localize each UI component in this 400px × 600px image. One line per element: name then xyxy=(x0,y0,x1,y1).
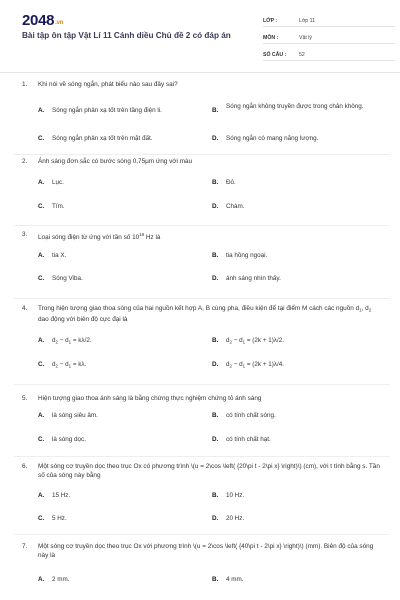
formula-part: = (2k + 1)λ/4. xyxy=(245,361,284,368)
meta-row-count xyxy=(263,47,395,61)
question-text: Một sóng cơ truyền dọc theo trục Ox có phương trình \(u = 2\cos \left( {20\pi t - 2\pi x} \right)\) (cm), với t tính bằng s. Tần số của sóng này bằng xyxy=(38,463,380,479)
formula-subscript: 1 xyxy=(242,363,246,369)
option-letter: C. xyxy=(38,361,45,368)
option-a[interactable] xyxy=(38,492,203,501)
formula-subscript: 1 xyxy=(68,363,72,369)
question-stem xyxy=(22,230,382,242)
question-number: 3. xyxy=(22,231,28,238)
option-text: Sóng ngắn không truyền được trong chân không. xyxy=(226,103,364,110)
option-d[interactable] xyxy=(212,436,377,445)
option-letter: D. xyxy=(212,275,219,282)
formula-part: − d xyxy=(57,361,69,368)
question-divider xyxy=(14,456,390,457)
option-text: 4 mm. xyxy=(226,576,244,583)
option-c[interactable] xyxy=(38,135,203,144)
option-letter: B. xyxy=(212,252,219,259)
option-text: là sóng dọc. xyxy=(52,436,86,443)
option-a[interactable] xyxy=(38,337,203,347)
question-text-superscript: 18 xyxy=(139,232,145,237)
option-letter: C. xyxy=(38,135,45,142)
option-letter: C. xyxy=(38,275,45,282)
formula-part: = (2k + 1)λ/2. xyxy=(245,337,284,344)
option-text: có tính chất hạt. xyxy=(226,436,271,443)
option-letter: D. xyxy=(212,203,219,210)
question-5 xyxy=(22,394,382,462)
option-text: là sóng siêu âm. xyxy=(52,412,98,419)
option-text: tia hồng ngoại. xyxy=(226,252,268,259)
option-text: Sóng ngắn phản xạ tốt trên mặt đất. xyxy=(52,135,153,142)
option-letter: C. xyxy=(38,203,45,210)
formula-subscript: 1 xyxy=(68,339,72,345)
option-d[interactable] xyxy=(212,361,377,371)
meta-value: Vật lý xyxy=(299,35,312,41)
question-number: 1. xyxy=(22,81,28,88)
question-number: 4. xyxy=(22,305,28,312)
formula-part: = kλ/2. xyxy=(71,337,92,344)
question-divider xyxy=(14,384,390,385)
option-b[interactable] xyxy=(212,252,377,261)
question-divider xyxy=(14,225,390,226)
formula-part: = kλ. xyxy=(71,361,87,368)
option-letter: D. xyxy=(212,515,219,522)
header-divider xyxy=(0,72,400,73)
question-text: Một sóng cơ truyền dọc theo trục Ox với phương trình \(u = 2\cos \left( {40\pi t - 2\pi x} \right)\) (mm). Biên độ của sóng này là xyxy=(38,543,374,559)
logo-text: 2048 xyxy=(22,12,55,29)
question-text: Hiện tượng giao thoa ánh sáng là bằng chứng thực nghiệm chứng tỏ ánh sáng xyxy=(38,395,262,402)
option-text: Tím. xyxy=(52,203,65,210)
formula-subscript: 2 xyxy=(229,363,232,369)
option-letter: A. xyxy=(38,412,45,419)
question-text-subscript: 1 xyxy=(359,307,362,313)
option-d[interactable] xyxy=(212,135,377,144)
option-letter: B. xyxy=(212,492,219,499)
meta-label: MÔN : xyxy=(263,35,279,41)
formula-part: d xyxy=(226,361,230,368)
option-text: Đỏ. xyxy=(226,179,236,186)
formula-subscript: 2 xyxy=(55,363,58,369)
question-divider xyxy=(14,298,390,299)
meta-label: LỚP : xyxy=(263,18,278,24)
option-d[interactable] xyxy=(212,275,377,284)
question-text-part: Loại sóng điện từ ứng với tần số 10 xyxy=(38,234,140,241)
question-stem xyxy=(22,394,382,403)
option-text: Sóng ngắn có mang năng lượng. xyxy=(226,135,319,142)
question-divider xyxy=(14,534,390,535)
option-b[interactable] xyxy=(212,179,377,188)
option-b[interactable] xyxy=(212,492,377,501)
option-text: 5 Hz. xyxy=(52,515,67,522)
question-stem xyxy=(22,80,382,89)
option-letter: B. xyxy=(212,337,219,344)
option-text: có tính chất sóng. xyxy=(226,412,276,419)
option-letter: D. xyxy=(212,436,219,443)
question-text-part: Trong hiện tượng giao thoa sóng của hai nguồn kết hợp A, B cùng pha, điều kiện để tại điểm M cách các nguồn d xyxy=(38,305,360,312)
question-7 xyxy=(22,542,382,592)
meta-row-class xyxy=(263,13,395,27)
formula-part: d xyxy=(52,361,56,368)
option-letter: C. xyxy=(38,436,45,443)
question-text xyxy=(38,304,382,324)
question-list xyxy=(22,80,382,592)
option-text: 2 mm. xyxy=(52,576,70,583)
option-letter: D. xyxy=(212,361,219,368)
option-b[interactable] xyxy=(212,576,377,585)
option-text xyxy=(226,361,377,371)
formula-part: d xyxy=(226,337,230,344)
option-b[interactable] xyxy=(212,337,377,347)
option-a[interactable] xyxy=(38,107,203,116)
question-2 xyxy=(22,157,382,230)
option-b[interactable] xyxy=(212,103,372,116)
option-text: Sóng ngắn phản xạ tốt trên tầng điện li. xyxy=(52,107,162,114)
question-stem xyxy=(22,157,382,166)
option-letter: B. xyxy=(212,107,219,114)
option-text: Lục. xyxy=(52,179,64,186)
formula-subscript: 2 xyxy=(55,339,58,345)
option-text: Chàm. xyxy=(226,203,245,210)
option-letter: A. xyxy=(38,252,45,259)
option-a[interactable] xyxy=(38,252,203,261)
option-text: 20 Hz. xyxy=(226,515,245,522)
document-meta xyxy=(263,13,395,64)
option-d[interactable] xyxy=(212,515,377,524)
option-a[interactable] xyxy=(38,412,203,421)
meta-value: 52 xyxy=(299,52,305,58)
option-c[interactable] xyxy=(38,515,203,524)
option-letter: B. xyxy=(212,179,219,186)
option-letter: C. xyxy=(38,515,45,522)
option-text: ánh sáng nhìn thấy. xyxy=(226,275,281,282)
question-stem xyxy=(22,462,382,480)
meta-value: Lớp 11 xyxy=(299,18,315,24)
option-letter: D. xyxy=(212,135,219,142)
question-divider xyxy=(14,154,390,155)
option-text: 10 Hz. xyxy=(226,492,245,499)
formula-part: − d xyxy=(231,337,243,344)
option-c[interactable] xyxy=(38,203,203,212)
question-number: 5. xyxy=(22,395,28,402)
question-1 xyxy=(22,80,382,157)
question-text-part: dao động với biên độ cực đại là xyxy=(38,315,128,323)
question-text xyxy=(38,230,382,242)
option-text: Sóng Viba. xyxy=(52,275,83,282)
question-6 xyxy=(22,462,382,542)
option-letter: B. xyxy=(212,576,219,583)
site-logo[interactable] xyxy=(22,12,63,29)
question-text-subscript: 2 xyxy=(368,307,372,313)
question-text: Ánh sáng đơn sắc có bước sóng 0,75μm ứng với màu xyxy=(38,158,193,165)
option-text: 15 Hz. xyxy=(52,492,71,499)
question-stem xyxy=(22,542,382,560)
option-letter: A. xyxy=(38,492,45,499)
question-stem xyxy=(22,304,382,324)
option-text xyxy=(226,337,377,347)
option-letter: A. xyxy=(38,337,45,344)
question-number: 6. xyxy=(22,463,28,470)
formula-subscript: 1 xyxy=(242,339,246,345)
option-letter: A. xyxy=(38,576,45,583)
option-letter: B. xyxy=(212,412,219,419)
question-text-part: , d xyxy=(361,305,369,312)
option-text xyxy=(52,337,203,347)
option-a[interactable] xyxy=(38,576,203,585)
formula-part: − d xyxy=(57,337,69,344)
formula-part: d xyxy=(52,337,56,344)
meta-row-subject xyxy=(263,30,395,44)
document-header xyxy=(14,0,386,66)
option-b[interactable] xyxy=(212,412,377,421)
option-text: tia X. xyxy=(52,252,67,259)
formula-part: − d xyxy=(231,361,243,368)
question-text: Khi nói về sóng ngắn, phát biểu nào sau đây sai? xyxy=(38,81,178,88)
document-title: Bài tập ôn tập Vật Lí 11 Cánh diều Chủ đề 2 có đáp án xyxy=(22,31,231,40)
question-number: 2. xyxy=(22,158,28,165)
logo-tld: .vn xyxy=(55,20,63,26)
question-3 xyxy=(22,230,382,304)
option-d[interactable] xyxy=(212,203,377,212)
formula-subscript: 2 xyxy=(229,339,232,345)
meta-label: SỐ CÂU : xyxy=(263,52,287,58)
question-text-part: Hz là xyxy=(144,234,161,241)
option-letter: A. xyxy=(38,179,45,186)
question-number: 7. xyxy=(22,543,28,550)
option-a[interactable] xyxy=(38,179,203,188)
question-4 xyxy=(22,304,382,394)
option-c[interactable] xyxy=(38,436,203,445)
option-letter: A. xyxy=(38,107,45,114)
option-c[interactable] xyxy=(38,275,203,284)
option-text xyxy=(52,361,203,371)
option-c[interactable] xyxy=(38,361,203,371)
